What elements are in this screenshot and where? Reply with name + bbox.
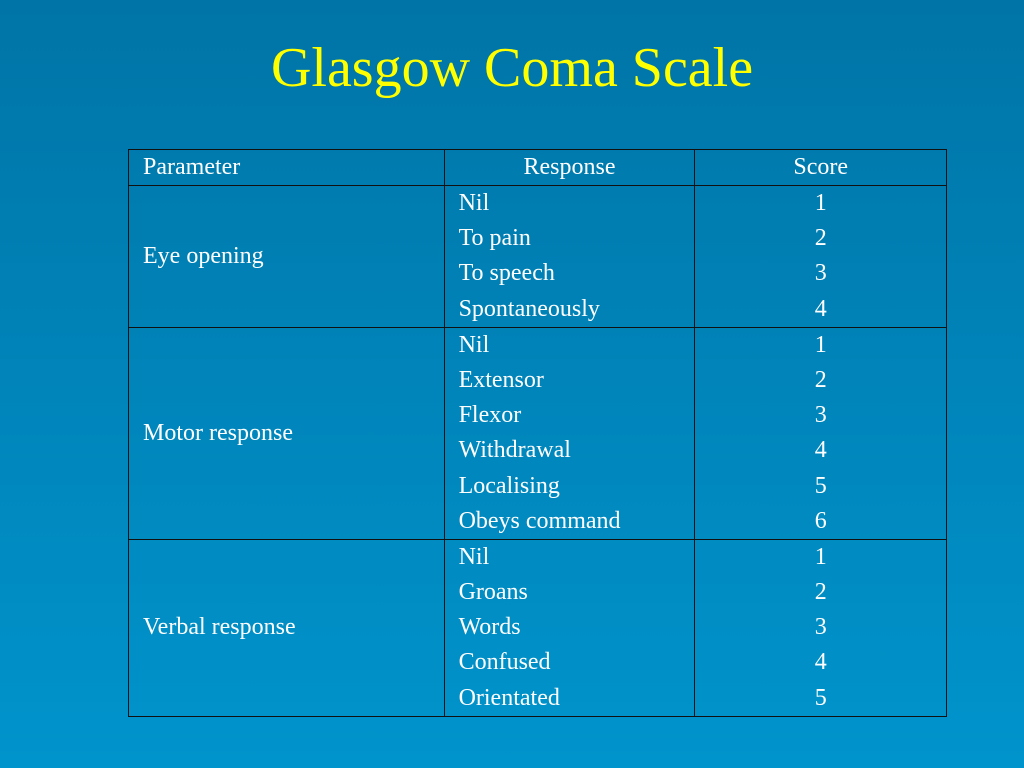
response-text: Spontaneously [458, 295, 600, 322]
response-cell [444, 327, 695, 539]
response-text: Nil [458, 331, 490, 358]
response-text: Withdrawal [458, 437, 571, 464]
table-body [129, 186, 947, 717]
table-header-row [129, 150, 947, 186]
response-text: Orientated [458, 684, 560, 711]
score-value: 2 [814, 225, 827, 252]
header-response: Response [444, 150, 695, 186]
score-value: 2 [814, 366, 827, 393]
response-text: Groans [458, 579, 528, 606]
header-parameter: Parameter [129, 150, 445, 186]
score-value: 4 [814, 437, 827, 464]
score-value: 4 [814, 649, 827, 676]
response-text: Obeys command [458, 507, 621, 534]
table-row [129, 186, 947, 328]
response-text: Confused [458, 649, 551, 676]
header-score: Score [695, 150, 947, 186]
slide-title: Glasgow Coma Scale [270, 37, 754, 99]
parameter-cell: Motor response [129, 327, 445, 539]
score-value: 3 [814, 614, 827, 641]
response-text: Nil [458, 543, 490, 570]
response-text: Flexor [458, 402, 522, 429]
score-cell [695, 186, 947, 328]
score-value: 1 [814, 331, 827, 358]
response-text: To speech [458, 260, 555, 287]
score-value: 4 [814, 295, 827, 322]
glasgow-coma-scale-table [128, 149, 947, 717]
response-cell [444, 186, 695, 328]
response-text: Nil [458, 190, 490, 216]
score-value: 3 [814, 402, 827, 429]
response-text: To pain [458, 225, 531, 252]
response-text: Extensor [458, 366, 544, 393]
response-text: Words [458, 614, 521, 641]
parameter-cell: Verbal response [129, 539, 445, 716]
score-value: 2 [814, 579, 827, 606]
score-cell [695, 327, 947, 539]
score-value: 6 [814, 507, 827, 534]
score-value: 5 [814, 472, 827, 499]
parameter-cell: Eye opening [129, 186, 445, 328]
score-value: 5 [814, 684, 827, 711]
table-row [129, 327, 947, 539]
score-cell [695, 539, 947, 716]
table-row [129, 539, 947, 716]
score-value: 1 [814, 190, 827, 216]
score-value: 1 [814, 543, 827, 570]
response-text: Localising [458, 472, 560, 499]
score-value: 3 [814, 260, 827, 287]
response-cell [444, 539, 695, 716]
